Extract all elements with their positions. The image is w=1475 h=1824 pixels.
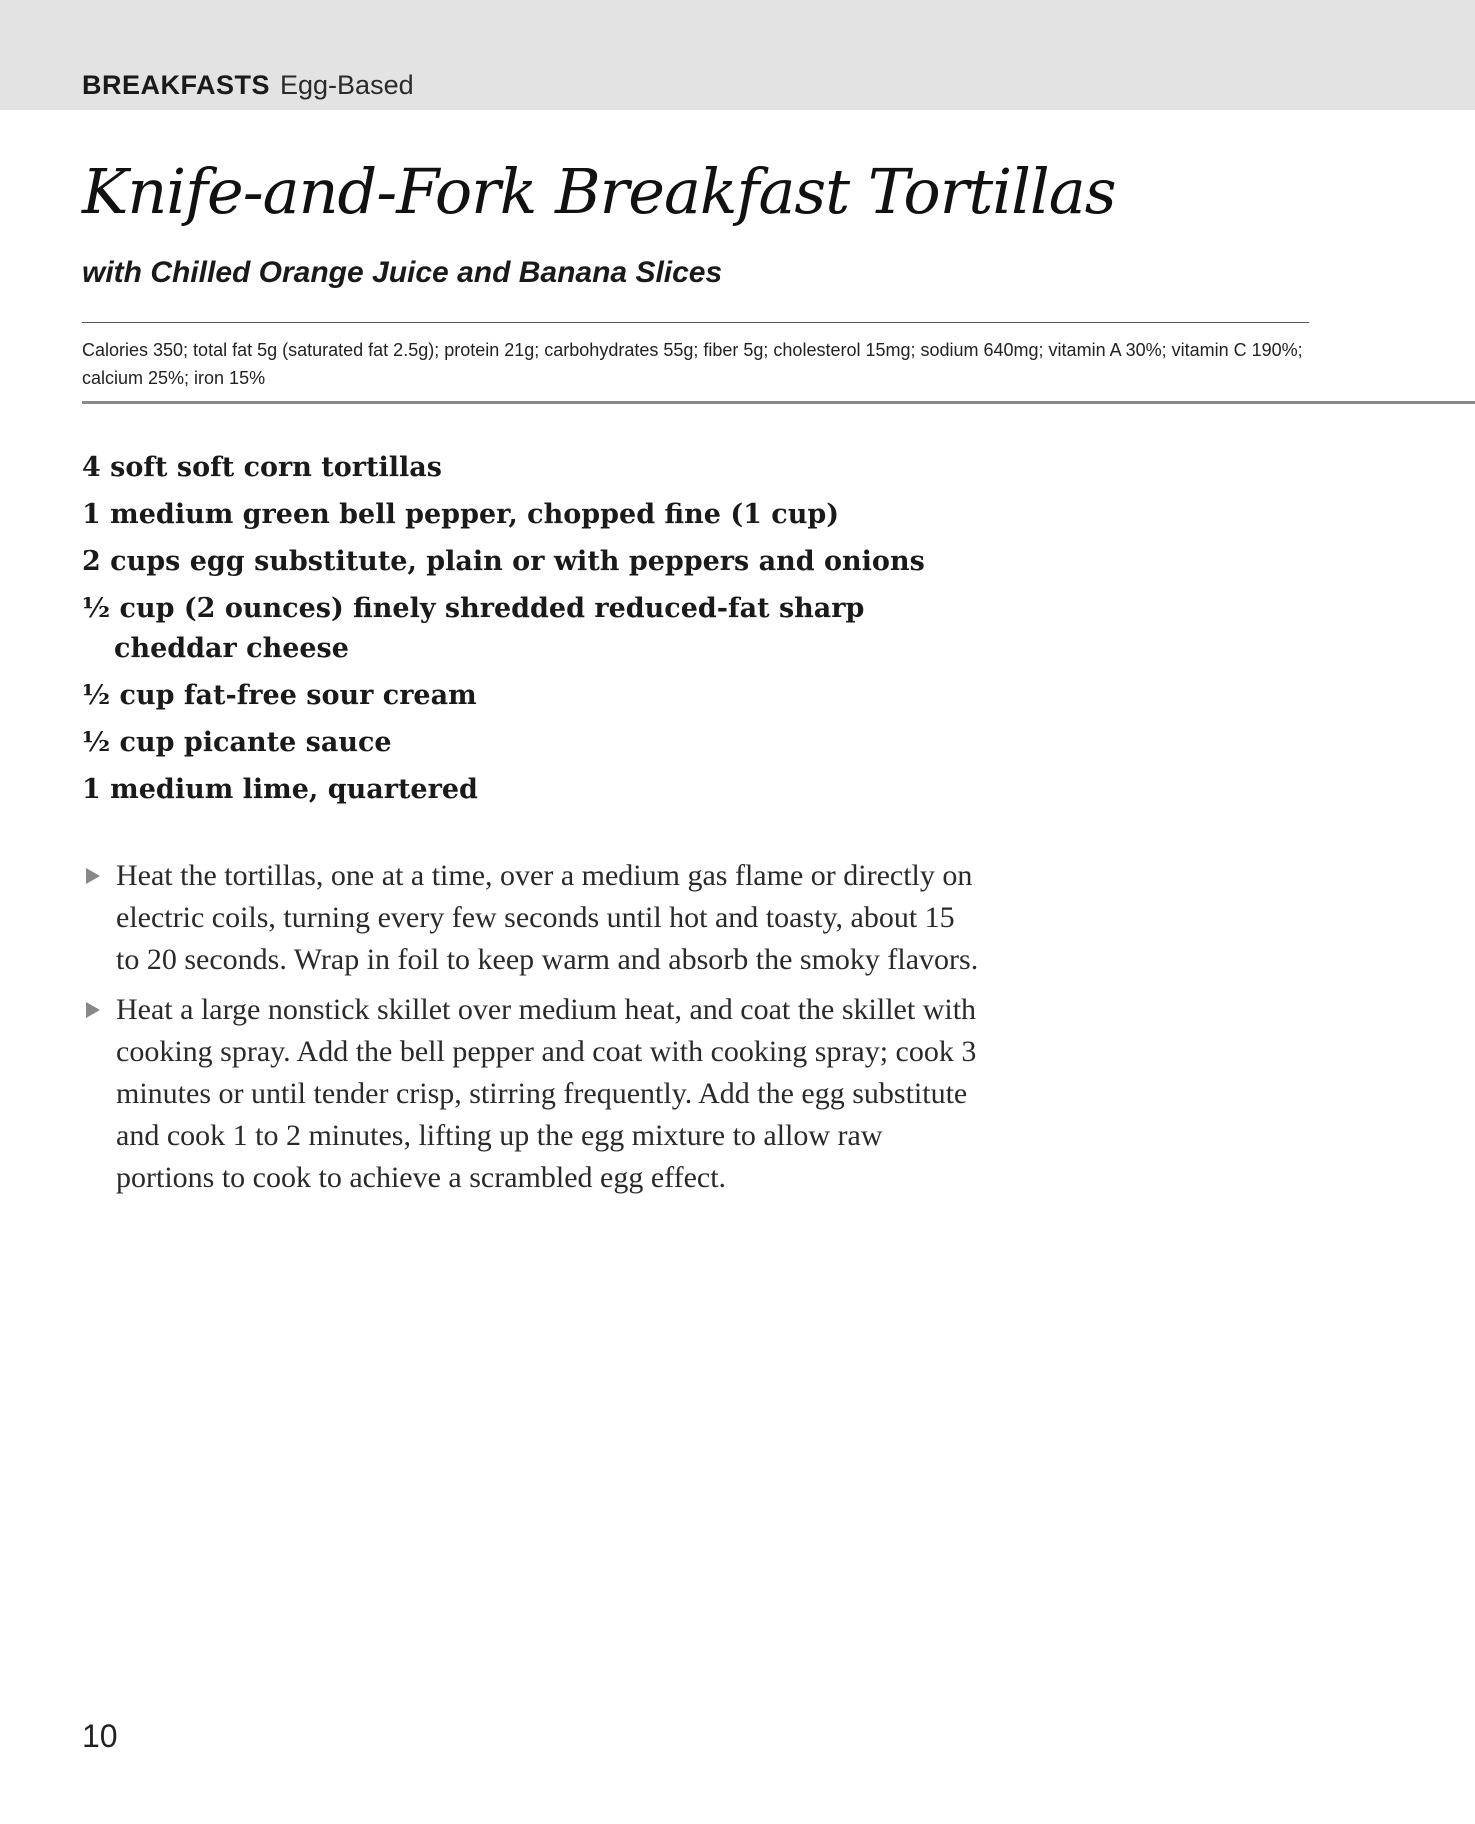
triangle-bullet-icon [86,1002,100,1018]
direction-step [82,855,982,981]
top-divider [82,322,1309,323]
triangle-bullet-icon [86,868,100,884]
ingredient-list [82,448,982,817]
page-number: 10 [82,1718,118,1754]
ingredient-item: ½ cup (2 ounces) finely shredded reduced-fat sharp cheddar cheese [82,593,865,664]
recipe-title: Knife-and-Fork Breakfast Tortillas [82,155,1116,228]
header-subsection: Egg-Based [280,70,414,100]
nutrition-info: Calories 350; total fat 5g (saturated fat 2.5g); protein 21g; carbohydrates 55g; fiber 5g; cholesterol 15mg; sodium 640mg; vitamin A 30%; vitamin C 190%; calcium 25%; iron 15% [82,340,1303,388]
direction-step-text: Heat the tortillas, one at a time, over a medium gas flame or directly on electric coils, turning every few seconds until hot and toasty, about 15 to 20 seconds. Wrap in foil to keep warm and absorb the smoky flavors. [116,859,979,976]
ingredient-item: ½ cup picante sauce [82,727,392,758]
ingredient-item: 4 soft soft corn tortillas [82,452,442,483]
ingredient-item: 1 medium lime, quartered [82,774,478,805]
bottom-divider [82,401,1475,404]
running-header [82,70,414,101]
header-section: BREAKFASTS [82,70,271,100]
recipe-subtitle: with Chilled Orange Juice and Banana Slices [82,256,723,289]
ingredient-item: 1 medium green bell pepper, chopped fine (1 cup) [82,499,840,530]
direction-list [82,855,982,1207]
ingredient-item: ½ cup fat-free sour cream [82,680,477,711]
ingredient-item: 2 cups egg substitute, plain or with peppers and onions [82,546,925,577]
direction-step [82,989,982,1199]
direction-step-text: Heat a large nonstick skillet over medium heat, and coat the skillet with cooking spray. Add the bell pepper and coat with cooking spray; cook 3 minutes or until tender crisp, stirring frequently. Add the egg substitute and cook 1 to 2 minutes, lifting up the egg mixture to allow raw portions to cook to achieve a scrambled egg effect. [116,993,977,1194]
